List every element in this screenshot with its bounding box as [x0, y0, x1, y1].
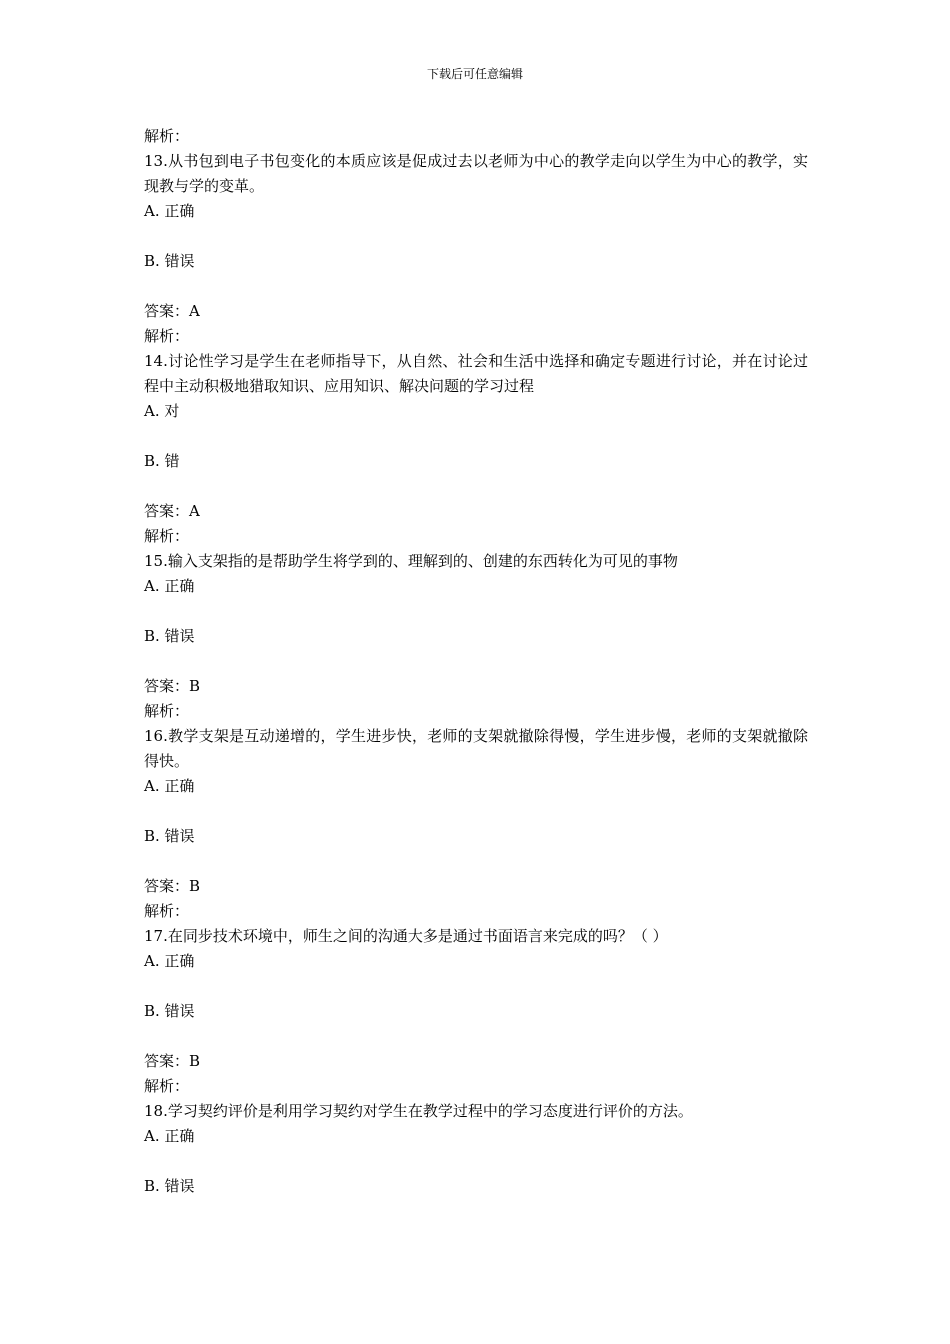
option-b: B. 错 — [144, 452, 180, 470]
answer-line: 答案：B — [144, 877, 201, 895]
question-stem: 15.输入支架指的是帮助学生将学到的、理解到的、创建的东西转化为可见的事物 — [144, 552, 678, 570]
option-a: A. 正确 — [144, 202, 195, 220]
blank-line — [144, 1149, 808, 1174]
question-13 — [144, 149, 808, 349]
blank-line — [144, 274, 808, 299]
option-a: A. 正确 — [144, 1127, 195, 1145]
option-b: B. 错误 — [144, 1177, 195, 1195]
option-a: A. 对 — [144, 402, 180, 420]
question-stem: 17.在同步技术环境中，师生之间的沟通大多是通过书面语言来完成的吗？（ ） — [144, 927, 668, 945]
option-b: B. 错误 — [144, 827, 195, 845]
analysis-label: 解析： — [144, 902, 190, 920]
blank-line — [144, 474, 808, 499]
question-stem: 13.从书包到电子书包变化的本质应该是促成过去以老师为中心的教学走向以学生为中心的教学，实现教与学的变革。 — [144, 152, 808, 195]
blank-line — [144, 1024, 808, 1049]
page-header: 下载后可任意编辑 — [426, 67, 523, 81]
question-16 — [144, 724, 808, 924]
analysis-label: 解析： — [144, 127, 190, 145]
analysis-label: 解析： — [144, 702, 190, 720]
blank-line — [144, 224, 808, 249]
analysis-label: 解析： — [144, 1077, 190, 1095]
blank-line — [144, 974, 808, 999]
analysis-label: 解析： — [144, 527, 190, 545]
question-14 — [144, 349, 808, 549]
question-stem: 14.讨论性学习是学生在老师指导下，从自然、社会和生活中选择和确定专题进行讨论，并在讨论过程中主动积极地猎取知识、应用知识、解决问题的学习过程 — [144, 352, 808, 395]
option-b: B. 错误 — [144, 252, 195, 270]
blank-line — [144, 599, 808, 624]
answer-line: 答案：B — [144, 1052, 201, 1070]
option-a: A. 正确 — [144, 952, 195, 970]
answer-line: 答案：B — [144, 677, 201, 695]
blank-line — [144, 424, 808, 449]
question-17 — [144, 924, 808, 1099]
question-15 — [144, 549, 808, 724]
answer-line: 答案：A — [144, 302, 200, 320]
document-body — [144, 124, 808, 1199]
question-stem: 16.教学支架是互动递增的，学生进步快，老师的支架就撤除得慢，学生进步慢，老师的支架就撤除得快。 — [144, 727, 808, 770]
question-stem: 18.学习契约评价是利用学习契约对学生在教学过程中的学习态度进行评价的方法。 — [144, 1102, 693, 1120]
option-b: B. 错误 — [144, 627, 195, 645]
option-b: B. 错误 — [144, 1002, 195, 1020]
option-a: A. 正确 — [144, 577, 195, 595]
blank-line — [144, 849, 808, 874]
answer-line: 答案：A — [144, 502, 200, 520]
analysis-label: 解析： — [144, 327, 190, 345]
option-a: A. 正确 — [144, 777, 195, 795]
question-18 — [144, 1099, 808, 1199]
blank-line — [144, 799, 808, 824]
blank-line — [144, 649, 808, 674]
